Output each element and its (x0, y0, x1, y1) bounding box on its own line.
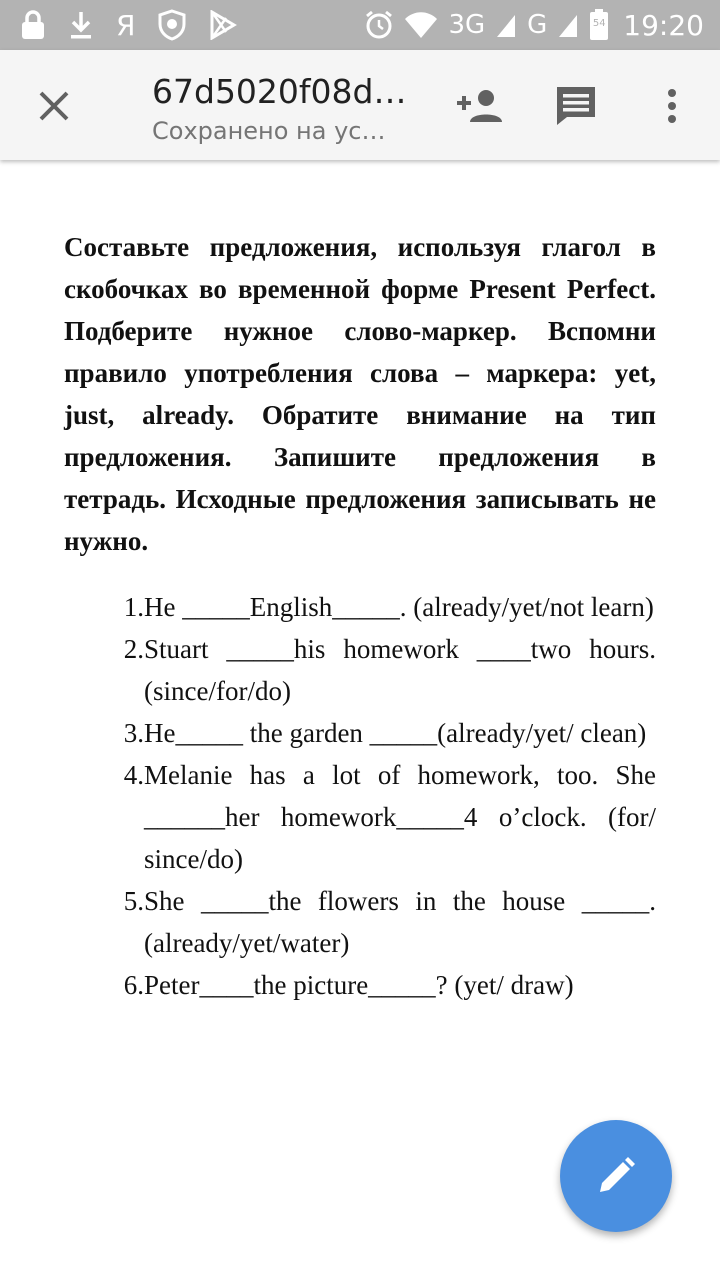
network-3g-label: 3G (448, 10, 486, 40)
save-status: Сохранено на ус… (152, 117, 386, 145)
network-g-label: G (527, 10, 548, 40)
item-number: 2. (123, 634, 144, 664)
item-number: 1. (123, 592, 144, 622)
alarm-icon (364, 10, 394, 40)
close-button[interactable] (24, 76, 84, 136)
close-icon (38, 90, 70, 122)
battery-level: 54 (592, 18, 606, 29)
list-item (64, 628, 656, 712)
app-bar (0, 50, 720, 160)
shield-icon (157, 9, 187, 41)
document-title: 67d5020f08d… (152, 72, 407, 111)
download-icon (68, 10, 94, 40)
yandex-icon: Я (116, 8, 136, 42)
document-content (64, 226, 656, 1006)
edit-fab-button[interactable] (560, 1120, 672, 1232)
add-person-button[interactable] (452, 78, 508, 134)
signal-icon-2 (557, 11, 579, 39)
wifi-icon (404, 11, 438, 39)
list-item (64, 880, 656, 964)
item-text: He_____ the garden _____(already/yet/ clean) (144, 718, 647, 748)
list-item (64, 964, 656, 1006)
item-text: Melanie has a lot of homework, too. She ______her homework_____4 o’clock. (for/ since/do) (144, 760, 656, 874)
list-item (64, 712, 656, 754)
item-number: 5. (123, 886, 144, 916)
exercise-list (64, 586, 656, 1006)
item-text: She _____the flowers in the house _____. (already/yet/water) (144, 886, 656, 958)
more-vert-icon (666, 88, 678, 124)
status-right-icons (364, 0, 704, 50)
status-bar (0, 0, 720, 50)
lock-icon (20, 10, 46, 40)
status-left-icons (20, 0, 237, 50)
comment-button[interactable] (548, 78, 604, 134)
list-item (64, 586, 656, 628)
item-text: Peter____the picture_____? (yet/ draw) (144, 970, 574, 1000)
item-number: 6. (123, 970, 144, 1000)
signal-icon (495, 11, 517, 39)
add-person-icon (456, 88, 504, 124)
item-text: He _____English_____. (already/yet/not learn) (144, 592, 654, 622)
more-options-button[interactable] (644, 78, 700, 134)
item-number: 4. (123, 760, 144, 790)
instructions-paragraph: Составьте предложения, используя глагол в скобочках во временной форме Present Perfect. Подберите нужное слово-маркер. Вспомни правило употребления слова – маркера: yet, just, already. Обратите внимание на тип предложения. Запишите предложения в тетрадь. Исходные предложения записывать не нужно. (64, 232, 656, 556)
list-item (64, 754, 656, 880)
title-block (152, 72, 422, 148)
battery-icon (589, 9, 609, 41)
pencil-icon (596, 1156, 636, 1196)
comment-icon (555, 85, 597, 127)
play-store-icon (209, 10, 237, 40)
item-text: Stuart _____his homework ____two hours. (since/for/do) (144, 634, 656, 706)
status-time: 19:20 (623, 8, 704, 42)
item-number: 3. (123, 718, 144, 748)
